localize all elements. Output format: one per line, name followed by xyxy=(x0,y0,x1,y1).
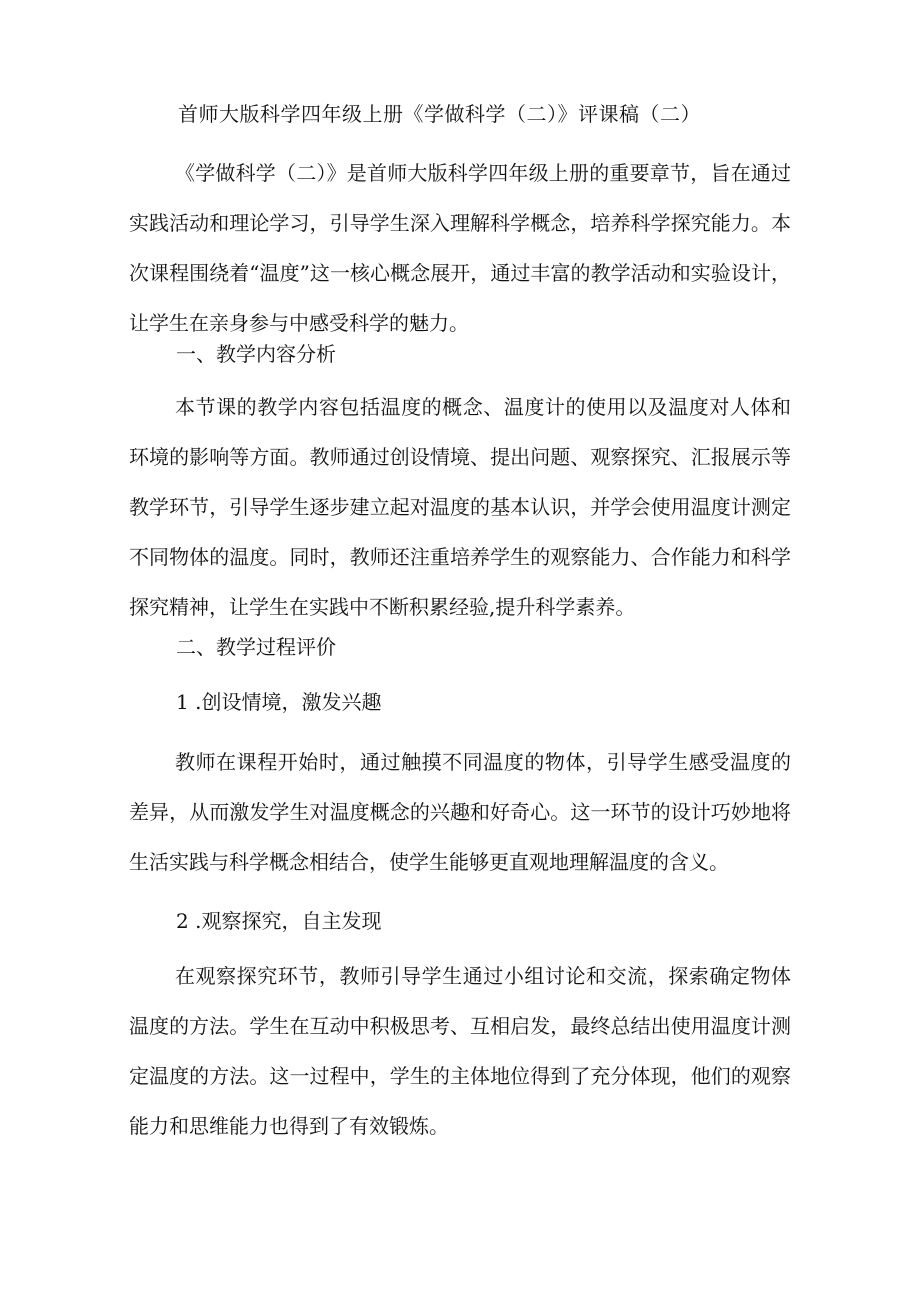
content-analysis-paragraph: 本节课的教学内容包括温度的概念、温度计的使用以及温度对人体和环境的影响等方面。教师通过创设情境、提出问题、观察探究、汇报展示等教学环节，引导学生逐步建立起对温度的基本认识，并学会使用温度计测定不同物体的温度。同时，教师还注重培养学生的观察能力、合作能力和科学探究精神，让学生在实践中不断积累经验,提升科学素养。 xyxy=(129,395,791,619)
intro-paragraph: 《学做科学（二）》是首师大版科学四年级上册的重要章节，旨在通过实践活动和理论学习，引导学生深入理解科学概念，培养科学探究能力。本次课程围绕着“温度”这一核心概念展开，通过丰富的教学活动和实验设计，让学生在亲身参与中感受科学的魅力。 xyxy=(129,161,791,335)
document-title: 首师大版科学四年级上册《学做科学（二）》评课稿（二） xyxy=(178,102,701,126)
subheading-observe-explore: 2 .观察探究，自主发现 xyxy=(176,909,382,933)
section-heading-content-analysis: 一、教学内容分析 xyxy=(176,342,336,366)
section-heading-process-evaluation: 二、教学过程评价 xyxy=(176,635,336,659)
observe-explore-paragraph: 在观察探究环节，教师引导学生通过小组讨论和交流，探索确定物体温度的方法。学生在互动中积极思考、互相启发，最终总结出使用温度计测定温度的方法。这一过程中，学生的主体地位得到了充分体现，他们的观察能力和思维能力也得到了有效锻炼。 xyxy=(129,964,791,1138)
subheading-create-situation: 1 .创设情境，激发兴趣 xyxy=(176,690,382,714)
create-situation-paragraph: 教师在课程开始时，通过触摸不同温度的物体，引导学生感受温度的差异，从而激发学生对温度概念的兴趣和好奇心。这一环节的设计巧妙地将生活实践与科学概念相结合，使学生能够更直观地理解温度的含义。 xyxy=(129,750,791,874)
